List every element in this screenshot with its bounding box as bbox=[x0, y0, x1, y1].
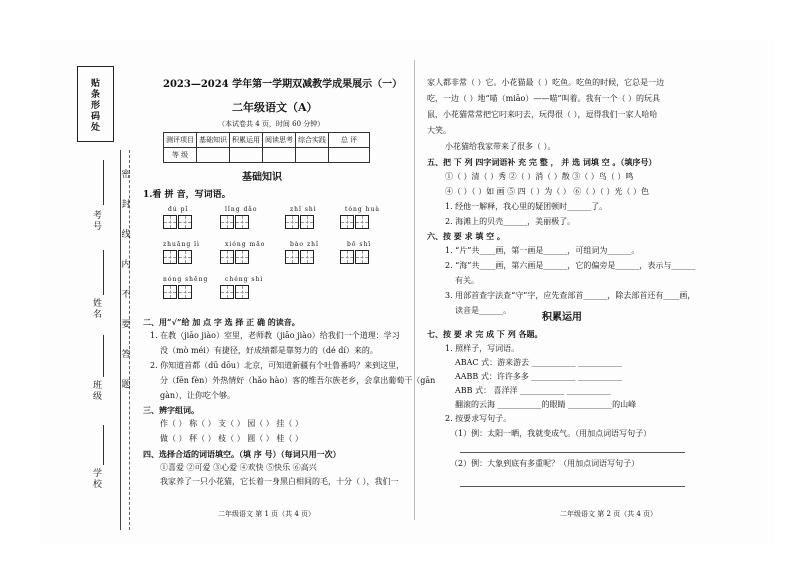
q4-options: ①喜爱 ②可爱 ③心爱 ④欢快 ⑤快乐 ⑥高兴 bbox=[160, 463, 317, 472]
q3-title: 三、辨字组词。 bbox=[143, 405, 199, 415]
q5-title: 五、把 下 列 四字词语补 充 完 整 ， 并 选 词填 空 。（填序号） bbox=[427, 157, 657, 167]
q7-line: （1）例：太阳一晒，我就变成气。（用加点词语写句子） bbox=[450, 429, 652, 438]
q6-line: 3. 用部首查字法查“守”字，应先查部首______，除去部首还有____画， bbox=[445, 291, 696, 300]
q5-row: ④（ ）（ ）如 画 ⑤ 四（ ）为（ ） ⑥（ ）（ ）光（ ）色 bbox=[445, 187, 649, 196]
section-apply: 积累运用 bbox=[542, 312, 582, 323]
q2-line: 分（fēn fèn）外热情好（hǎo hào）客的维吾尔族老乡，会拿出葡萄干（gān bbox=[160, 376, 436, 385]
q7-line: （2）例：大象到底有多重呢？（用加点词语写句子） bbox=[450, 459, 640, 468]
q4-line: 我家养了一只小花猫，它长着一身黑白相间的毛，十分（ ），我们一 bbox=[160, 477, 399, 486]
q4-line: 鼠，小花猫常常把它叼来叼去，玩得很（ ），逗得我们一家人哈哈 bbox=[427, 110, 658, 119]
exam-subtitle: 二年级语文（A） bbox=[232, 101, 318, 114]
exam-no-label: 考号 bbox=[91, 210, 101, 232]
q2-line: 没（mò méi）有捷径，好成绩都是靠努力的（dé dí）来的。 bbox=[160, 346, 378, 355]
q4-line: 家人都非常（ ）它。小花猫最（ ）吃鱼。吃鱼的时候，它总是一边 bbox=[427, 78, 665, 87]
fold-line-text: 密 封 线 内 不 要 答 题 bbox=[121, 170, 131, 390]
q4-line: 吃，一边（ ）地“喵（miāo）——喵”叫着。我有一个（ ）的玩具 bbox=[427, 94, 660, 103]
q2-line: 1. 在教（jiāo jiào）室里，老师教（jiāo jiào）给我们一个道理：学习 bbox=[150, 331, 400, 340]
q7-line: ABAC 式：游来游去 ___________ ___________ bbox=[455, 358, 623, 367]
q2-title: 二、用“√”给 加 点 字 选 择 正 确 的读音。 bbox=[143, 317, 300, 327]
section-basic: 基础知识 bbox=[242, 172, 282, 183]
q7-line: ABB 式： 喜洋洋 ___________ ___________ bbox=[455, 386, 611, 395]
footer-right: 二年级语文 第 2 页（共 4 页） bbox=[560, 510, 658, 518]
q6-line: 读音是______。 bbox=[455, 306, 511, 315]
q6-line: 2. “海”共____画，第六画是______，它的偏旁是______，表示与______ bbox=[445, 261, 696, 270]
exam-note: （本试卷共 4 页，时间 60 分钟） bbox=[218, 120, 325, 128]
q7-title: 七、按 要 求 完 成 下 列 各题。 bbox=[427, 329, 543, 339]
barcode-label: 贴条形码处 bbox=[89, 78, 99, 133]
q4-line: 小花猫给我家带来了很多（ ）。 bbox=[445, 142, 556, 151]
q2-line: 2. 你知道首都（dū dōu）北京，可知道新疆有个吐鲁番吗？来到这里， bbox=[150, 361, 405, 370]
q3-row: 做（ ） 秤（ ） 枝（ ） 圆（ ） 桂（ ） bbox=[160, 434, 303, 443]
q7-line: 翻滚的云海 ___________的眼睛 ___________的山峰 bbox=[455, 400, 637, 409]
q6-line: 1. “片”共____画，第一画是______，可组词为______。 bbox=[445, 246, 640, 255]
q5-line: 1. 经他一解释，我心里的疑团顿时______了。 bbox=[445, 202, 608, 211]
class-label: 班级 bbox=[91, 380, 101, 402]
q6-line: 有关。 bbox=[455, 276, 479, 285]
school-label: 学校 bbox=[91, 468, 101, 490]
q5-line: 2. 海滩上的贝壳______，美丽极了。 bbox=[445, 217, 576, 226]
q7-line: AABB 式：许许多多 ___________ ___________ bbox=[455, 372, 622, 381]
q5-row: ①（ ）清（ ）秀 ②（ ）消（ ）散 ③（ ）鸟（ ）鸣 bbox=[445, 172, 634, 181]
name-label: 姓名 bbox=[91, 298, 101, 320]
q3-row: 作（ ） 称（ ） 支（ ） 园（ ） 挂（ ） bbox=[160, 419, 303, 428]
q1-title: 1.看 拼 音，写词语。 bbox=[143, 190, 231, 200]
q6-title: 六、按 要 求 填 空 。 bbox=[427, 231, 505, 241]
q2-line: gàn），让你吃个够。 bbox=[160, 391, 236, 400]
exam-title: 2023—2024 学年第一学期双减教学成果展示（一） bbox=[163, 79, 403, 90]
q4-line: 大笑。 bbox=[427, 126, 451, 135]
score-table: 测评项目 基础知识 积累运用 阅读思考 综合实践 总 评 等 级 bbox=[163, 132, 370, 163]
footer-left: 二年级语文 第 1 页（共 4 页） bbox=[218, 510, 316, 518]
q7-line: 2. 按要求写句子。 bbox=[445, 414, 512, 423]
q7-line: 1. 照样子，写词语。 bbox=[445, 344, 520, 353]
q4-title: 四、选择合适的词语填空。（填 序 号）（每词只用一次） bbox=[143, 449, 341, 459]
